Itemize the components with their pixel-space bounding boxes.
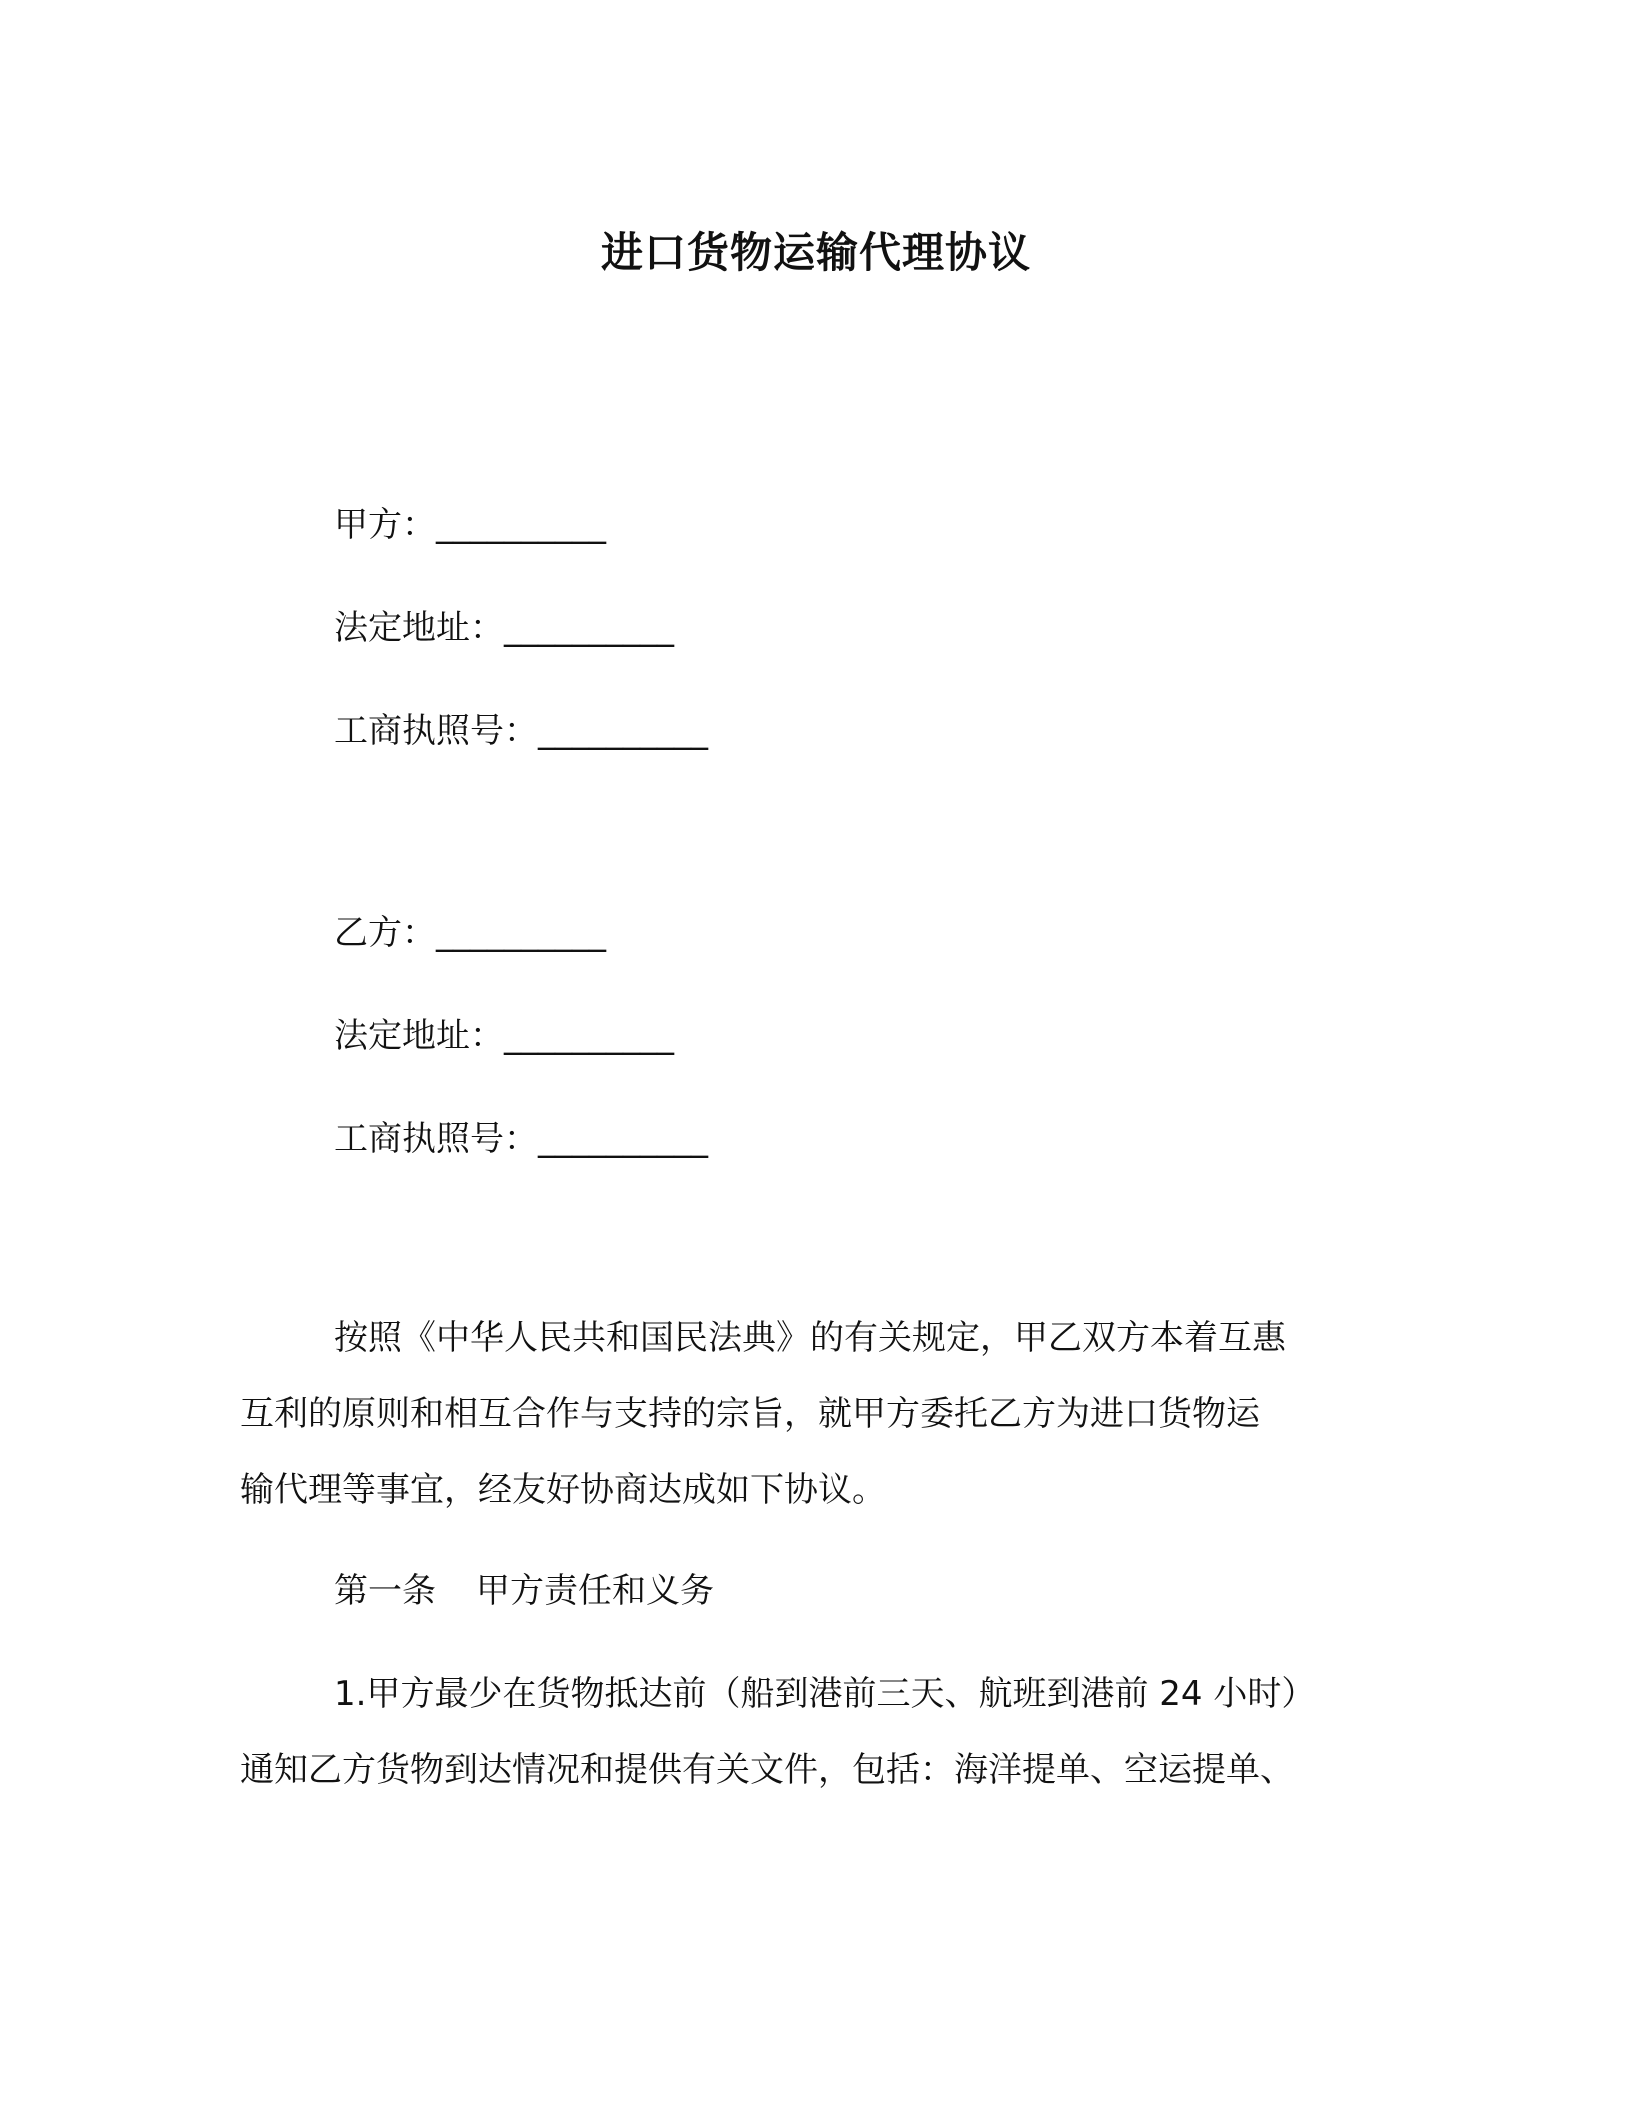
clause-1-paragraph — [240, 1656, 1380, 1808]
party-b-license-blank: __________ — [538, 1119, 708, 1159]
preamble-line: 输代理等事宜，经友好协商达成如下协议。 — [240, 1470, 886, 1510]
preamble-paragraph — [240, 1300, 1380, 1528]
preamble-line: 互利的原则和相互合作与支持的宗旨，就甲方委托乙方为进口货物运 — [240, 1394, 1260, 1434]
party-a-license-label: 工商执照号： — [334, 711, 538, 751]
article-1-heading — [334, 1563, 714, 1612]
party-b-address-field — [334, 1008, 674, 1057]
party-a-label: 甲方： — [334, 505, 436, 545]
clause-1-line: 通知乙方货物到达情况和提供有关文件，包括：海洋提单、空运提单、 — [240, 1750, 1294, 1790]
party-b-field — [334, 905, 606, 954]
party-a-license-blank: __________ — [538, 711, 708, 751]
party-a-license-field — [334, 703, 708, 752]
article-1-number: 第一条 — [334, 1571, 436, 1611]
party-a-field — [334, 497, 606, 546]
party-a-address-label: 法定地址： — [334, 608, 504, 648]
party-b-license-label: 工商执照号： — [334, 1119, 538, 1159]
document-title: 进口货物运输代理协议 — [600, 228, 1031, 277]
party-b-blank: __________ — [436, 913, 606, 953]
article-1-title: 甲方责任和义务 — [476, 1571, 714, 1611]
preamble-line: 按照《中华人民共和国民法典》的有关规定，甲乙双方本着互惠 — [334, 1318, 1286, 1358]
party-a-address-blank: __________ — [504, 608, 674, 648]
party-b-address-label: 法定地址： — [334, 1016, 504, 1056]
party-a-address-field — [334, 600, 674, 649]
party-b-address-blank: __________ — [504, 1016, 674, 1056]
party-a-blank: __________ — [436, 505, 606, 545]
party-b-license-field — [334, 1111, 708, 1160]
party-b-label: 乙方： — [334, 913, 436, 953]
clause-1-line: 1.甲方最少在货物抵达前（船到港前三天、航班到港前 24 小时） — [334, 1674, 1316, 1714]
